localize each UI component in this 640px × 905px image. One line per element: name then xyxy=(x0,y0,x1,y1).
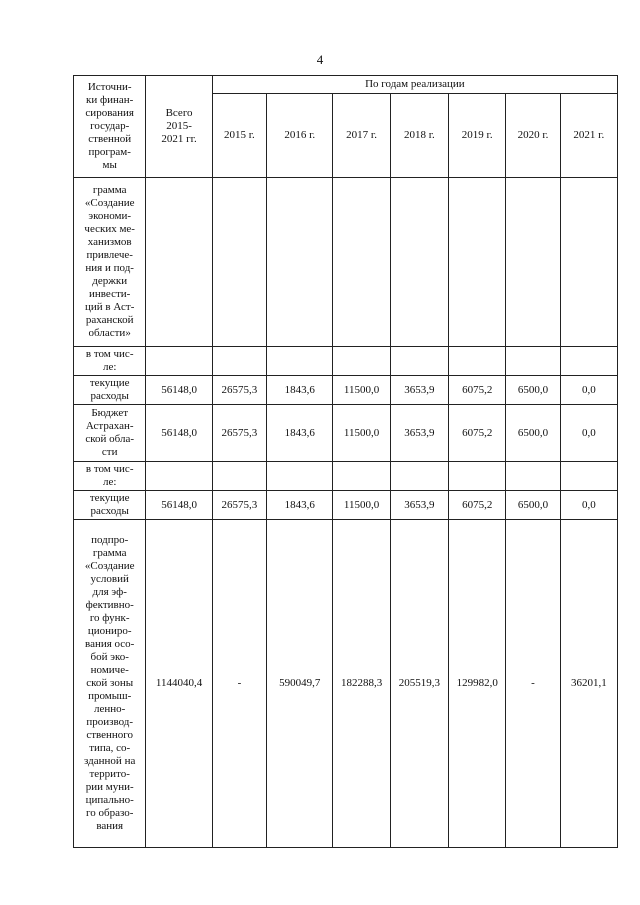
table-row xyxy=(74,178,618,347)
table-row xyxy=(74,405,618,462)
funding-table xyxy=(73,75,618,848)
row-value-2015: 26575,3 xyxy=(212,376,266,405)
row-value-2018: 205519,3 xyxy=(390,520,448,848)
table-row xyxy=(74,520,618,848)
row-value-2015: - xyxy=(212,520,266,848)
row-total: 56148,0 xyxy=(146,376,212,405)
row-value-2016: 1843,6 xyxy=(267,376,333,405)
row-total: 1144040,4 xyxy=(146,520,212,848)
row-total: 56148,0 xyxy=(146,491,212,520)
row-value-2015 xyxy=(212,178,266,347)
page-number: 4 xyxy=(316,52,324,67)
row-value-2021 xyxy=(560,462,617,491)
row-value-2017 xyxy=(333,347,390,376)
header-year-2017: 2017 г. xyxy=(333,94,390,178)
header-year-2015: 2015 г. xyxy=(212,94,266,178)
row-value-2020 xyxy=(506,347,560,376)
row-value-2019: 6075,2 xyxy=(449,376,506,405)
row-source-label: в том чис- ле: xyxy=(74,347,146,376)
row-value-2021 xyxy=(560,347,617,376)
row-source-label: текущие расходы xyxy=(74,491,146,520)
row-value-2016: 590049,7 xyxy=(267,520,333,848)
row-value-2017: 11500,0 xyxy=(333,491,390,520)
row-value-2015 xyxy=(212,347,266,376)
row-value-2020: 6500,0 xyxy=(506,405,560,462)
row-value-2021: 0,0 xyxy=(560,405,617,462)
row-value-2016: 1843,6 xyxy=(267,405,333,462)
row-value-2021: 36201,1 xyxy=(560,520,617,848)
row-value-2019 xyxy=(449,462,506,491)
header-year-2018: 2018 г. xyxy=(390,94,448,178)
row-value-2015 xyxy=(212,462,266,491)
row-value-2019: 6075,2 xyxy=(449,405,506,462)
row-value-2016 xyxy=(267,462,333,491)
row-value-2019: 129982,0 xyxy=(449,520,506,848)
row-source-label: Бюджет Астрахан- ской обла- сти xyxy=(74,405,146,462)
row-source-label: в том чис- ле: xyxy=(74,462,146,491)
header-total: Всего 2015- 2021 гг. xyxy=(146,76,212,178)
row-value-2017: 182288,3 xyxy=(333,520,390,848)
row-value-2020: 6500,0 xyxy=(506,376,560,405)
row-value-2016: 1843,6 xyxy=(267,491,333,520)
row-value-2016 xyxy=(267,178,333,347)
row-source-label: грамма «Создание экономи- ческих ме- ханизмов привлече- ния и под- держки инвести- ций в Аст- раханской области» xyxy=(74,178,146,347)
row-value-2020 xyxy=(506,462,560,491)
row-total xyxy=(146,462,212,491)
row-value-2017 xyxy=(333,462,390,491)
header-year-2016: 2016 г. xyxy=(267,94,333,178)
row-total xyxy=(146,178,212,347)
row-value-2016 xyxy=(267,347,333,376)
row-value-2015: 26575,3 xyxy=(212,491,266,520)
row-value-2020 xyxy=(506,178,560,347)
header-year-2021: 2021 г. xyxy=(560,94,617,178)
row-value-2018: 3653,9 xyxy=(390,405,448,462)
row-value-2019: 6075,2 xyxy=(449,491,506,520)
row-value-2018 xyxy=(390,462,448,491)
header-by-years: По годам реализации xyxy=(212,76,617,94)
row-value-2017 xyxy=(333,178,390,347)
header-year-2019: 2019 г. xyxy=(449,94,506,178)
row-value-2019 xyxy=(449,347,506,376)
row-value-2018 xyxy=(390,347,448,376)
row-value-2018 xyxy=(390,178,448,347)
row-value-2018: 3653,9 xyxy=(390,376,448,405)
header-funding-sources: Источни- ки финан- сирования государ- ственной програм- мы xyxy=(74,76,146,178)
row-total xyxy=(146,347,212,376)
table-row xyxy=(74,462,618,491)
row-value-2017: 11500,0 xyxy=(333,376,390,405)
table-row xyxy=(74,376,618,405)
row-value-2015: 26575,3 xyxy=(212,405,266,462)
row-value-2017: 11500,0 xyxy=(333,405,390,462)
table-row xyxy=(74,347,618,376)
header-year-2020: 2020 г. xyxy=(506,94,560,178)
table-row xyxy=(74,491,618,520)
row-source-label: подпро- грамма «Создание условий для эф- фективно- го функ- циониро- вания осо- бой эко- номиче- ской зоны промыш- ленно- производ- ственного типа, со- зданной на террито- рии муни- ципально- го образо- вания xyxy=(74,520,146,848)
row-total: 56148,0 xyxy=(146,405,212,462)
row-value-2021: 0,0 xyxy=(560,491,617,520)
row-value-2020: - xyxy=(506,520,560,848)
row-value-2020: 6500,0 xyxy=(506,491,560,520)
row-value-2019 xyxy=(449,178,506,347)
row-value-2021: 0,0 xyxy=(560,376,617,405)
row-value-2021 xyxy=(560,178,617,347)
row-source-label: текущие расходы xyxy=(74,376,146,405)
row-value-2018: 3653,9 xyxy=(390,491,448,520)
